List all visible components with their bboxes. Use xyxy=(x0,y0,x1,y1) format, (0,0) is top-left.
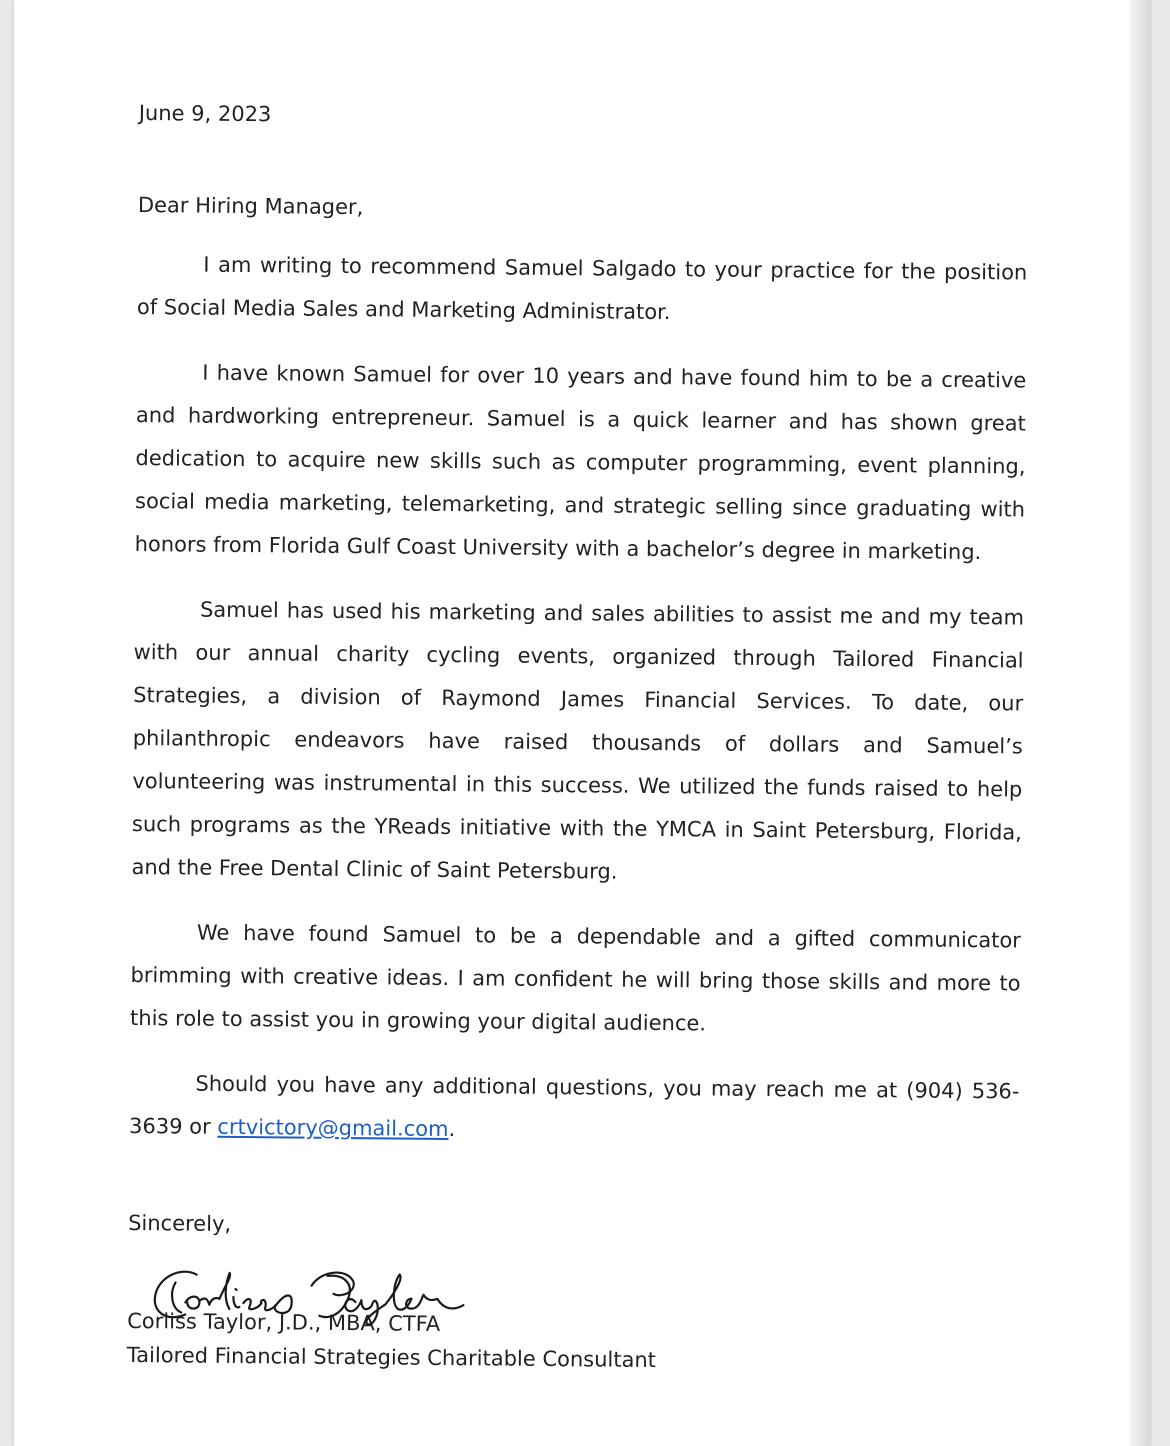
paragraph-contact xyxy=(129,1062,1020,1157)
salutation: Dear Hiring Manager, xyxy=(137,192,364,220)
letter-date: June 9, 2023 xyxy=(138,100,272,127)
signer-title: Tailored Financial Strategies Charitable Consultant xyxy=(126,1342,657,1373)
paragraph-confidence: We have found Samuel to be a dependable and a gifted communicator brimming with creative ideas. I am confident he will bring those skills and more to this role to assist you in growing your digital audience. xyxy=(129,920,1022,1036)
handwritten-signature xyxy=(127,1262,1018,1335)
paragraph-charity: Samuel has used his marketing and sales abilities to assist me and my team with our annual charity cycling events, organized through Tailored Financial Strategies, a division of Raymond James Financial Services. To date, our philanthropic endeavors have raised thousands of dollars and Samuel’s volunteering was instrumental in this success. We utilized the funds raised to help such programs as the YReads initiative with the YMCA in Saint Petersburg, Florida, and the Free Dental Clinic of Saint Petersburg. xyxy=(131,597,1025,884)
signature-icon xyxy=(141,1262,542,1336)
email-link[interactable]: crtvictory@gmail.com xyxy=(217,1114,449,1142)
closing: Sincerely, xyxy=(128,1210,232,1236)
paragraph-background: I have known Samuel for over 10 years and have found him to be a creative and hardworking entrepreneur. Samuel is a quick learner and has shown great dedication to acquire new skills such as computer programming, event planning, social media marketing, telemarketing, and strategic selling since graduating with honors from Florida Gulf Coast University with a bachelor’s degree in marketing. xyxy=(134,360,1027,565)
letter-body xyxy=(127,92,1029,1380)
signer-name: Corliss Taylor, J.D., MBA, CTFA xyxy=(127,1308,441,1336)
paragraph-recommendation: I am writing to recommend Samuel Salgado to your practice for the position of Social Media Sales and Marketing Administrator. xyxy=(136,252,1028,325)
contact-text: Should you have any additional questions, you may reach me at (904) 536-3639 or xyxy=(128,1071,1020,1139)
contact-period: . xyxy=(448,1117,456,1142)
page-edge-shadow xyxy=(1130,0,1150,1446)
letter-page xyxy=(14,0,1150,1446)
